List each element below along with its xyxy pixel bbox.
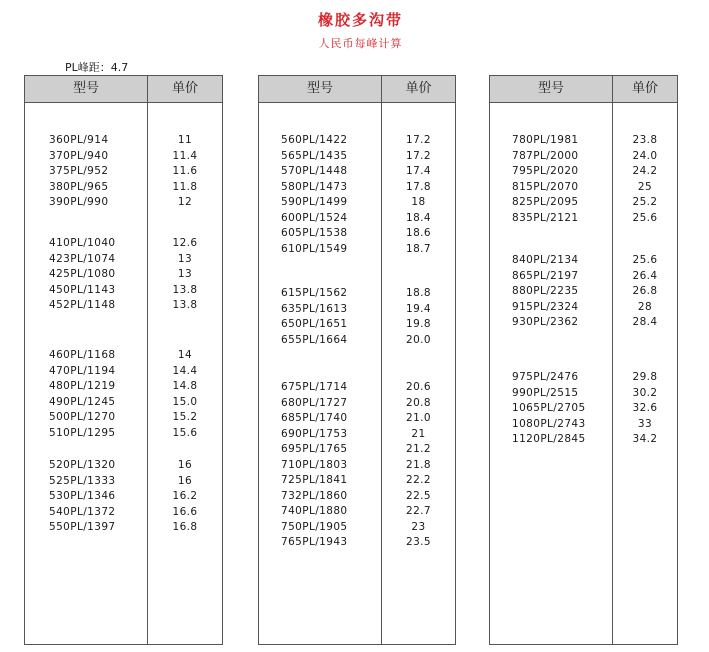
- price-cell: 22.7: [406, 505, 431, 517]
- model-cell: 865PL/2197: [512, 269, 579, 282]
- model-cell: 650PL/1651: [281, 318, 348, 330]
- model-cell: 540PL/1372: [49, 505, 116, 518]
- price-cell: 20.6: [406, 381, 431, 393]
- price-cell: 18.6: [406, 227, 431, 239]
- table-row: [490, 432, 677, 447]
- table-row: [490, 417, 677, 432]
- price-cell: 30.2: [632, 386, 658, 399]
- price-cell: 24.0: [632, 149, 658, 162]
- table-row: [25, 520, 222, 535]
- model-cell: 423PL/1074: [49, 252, 116, 265]
- model-cell: 380PL/965: [49, 180, 109, 193]
- table-row: [25, 164, 222, 179]
- price-cell: 16: [177, 459, 193, 471]
- price-cell: 25.6: [632, 254, 658, 266]
- table-row: [259, 520, 455, 535]
- price-cell: 22.5: [406, 489, 431, 502]
- model-cell: 780PL/1981: [512, 134, 579, 146]
- price-cell: 26.8: [632, 285, 658, 297]
- model-cell: 480PL/1219: [49, 380, 116, 392]
- table-row: [25, 489, 222, 504]
- model-cell: 1080PL/2743: [512, 417, 586, 430]
- table-row: [25, 267, 222, 282]
- price-cell: 15.0: [172, 395, 198, 408]
- price-cell: 17.2: [406, 134, 431, 146]
- price-cell: 21.2: [406, 443, 431, 455]
- table-row: [259, 535, 455, 550]
- model-cell: 732PL/1860: [281, 489, 348, 502]
- price-cell: 26.4: [632, 269, 658, 282]
- table-header: [259, 76, 455, 103]
- table-row: [25, 458, 222, 473]
- model-cell: 710PL/1803: [281, 458, 348, 471]
- model-cell: 815PL/2070: [512, 180, 579, 193]
- price-cell: 16.2: [172, 490, 198, 502]
- price-cell: 13: [177, 252, 193, 265]
- price-cell: 18.8: [406, 287, 431, 299]
- model-cell: 750PL/1905: [281, 520, 348, 533]
- price-cell: 29.8: [632, 371, 658, 383]
- table-row: [25, 410, 222, 425]
- header-price: 单价: [631, 81, 658, 96]
- price-cell: 28: [637, 300, 653, 313]
- price-cell: 14: [177, 349, 193, 361]
- table-row: [25, 348, 222, 363]
- model-cell: 600PL/1524: [281, 211, 348, 224]
- model-cell: 565PL/1435: [281, 149, 348, 162]
- model-cell: 675PL/1714: [281, 381, 348, 393]
- price-cell: 24.2: [632, 165, 658, 177]
- header-price: 单价: [405, 81, 432, 96]
- table-row: [25, 298, 222, 313]
- price-cell: 34.2: [632, 433, 658, 445]
- table-row: [25, 395, 222, 410]
- model-cell: 610PL/1549: [281, 242, 348, 255]
- model-cell: 390PL/990: [49, 196, 109, 208]
- table-row: [25, 426, 222, 441]
- table-row: [259, 226, 455, 241]
- page-subtitle: 人民币每峰计算: [318, 37, 403, 50]
- table-row: [490, 195, 677, 210]
- table-header: [490, 76, 677, 103]
- table-row: [490, 149, 677, 164]
- model-cell: 740PL/1880: [281, 505, 348, 517]
- table-row: [25, 474, 222, 489]
- table-row: [259, 396, 455, 411]
- price-table-2: [258, 75, 456, 645]
- table-row: [490, 370, 677, 385]
- table-row: [490, 180, 677, 195]
- price-cell: 11: [177, 134, 193, 146]
- model-cell: 490PL/1245: [49, 395, 116, 408]
- table-row: [25, 379, 222, 394]
- table-row: [259, 302, 455, 317]
- price-cell: 13.8: [172, 283, 198, 296]
- model-cell: 655PL/1664: [281, 333, 348, 346]
- model-cell: 835PL/2121: [512, 211, 579, 224]
- price-table-1: [24, 75, 223, 645]
- model-cell: 530PL/1346: [49, 490, 116, 502]
- price-cell: 12.6: [172, 237, 198, 249]
- price-cell: 16.6: [172, 505, 198, 518]
- price-cell: 21.8: [406, 458, 431, 471]
- model-cell: 1120PL/2845: [512, 433, 586, 445]
- table-row: [259, 442, 455, 457]
- price-cell: 19.8: [406, 318, 431, 330]
- price-cell: 28.4: [632, 316, 658, 328]
- price-cell: 14.4: [172, 364, 198, 377]
- model-cell: 825PL/2095: [512, 196, 579, 208]
- table-row: [259, 427, 455, 442]
- price-cell: 13: [177, 268, 193, 280]
- table-row: [259, 489, 455, 504]
- model-cell: 795PL/2020: [512, 165, 579, 177]
- price-cell: 18: [411, 196, 426, 208]
- model-cell: 765PL/1943: [281, 536, 348, 548]
- table-row: [490, 284, 677, 299]
- price-cell: 21: [411, 427, 426, 440]
- model-cell: 685PL/1740: [281, 412, 348, 424]
- price-cell: 14.8: [172, 380, 198, 392]
- table-row: [25, 283, 222, 298]
- model-cell: 525PL/1333: [49, 474, 116, 487]
- table-row: [25, 149, 222, 164]
- price-cell: 18.7: [406, 242, 431, 255]
- model-cell: 915PL/2324: [512, 300, 579, 313]
- price-cell: 11.4: [172, 149, 198, 162]
- price-cell: 25.6: [632, 211, 658, 224]
- price-cell: 16.8: [172, 521, 198, 533]
- model-cell: 880PL/2235: [512, 285, 579, 297]
- price-cell: 23.5: [406, 536, 431, 548]
- table-row: [25, 180, 222, 195]
- table-row: [259, 317, 455, 332]
- table-row: [490, 133, 677, 148]
- table-row: [490, 401, 677, 416]
- table-row: [259, 149, 455, 164]
- table-row: [259, 164, 455, 179]
- table-header: [25, 76, 222, 103]
- model-cell: 590PL/1499: [281, 196, 348, 208]
- pitch-label: PL峰距：4.7: [65, 61, 129, 74]
- model-cell: 635PL/1613: [281, 302, 348, 315]
- price-cell: 13.8: [172, 299, 198, 311]
- model-cell: 460PL/1168: [49, 349, 116, 361]
- price-cell: 19.4: [406, 302, 431, 315]
- table-row: [490, 386, 677, 401]
- model-cell: 470PL/1194: [49, 364, 116, 377]
- header-model: 型号: [72, 81, 99, 96]
- table-row: [259, 380, 455, 395]
- model-cell: 840PL/2134: [512, 254, 579, 266]
- table-row: [25, 236, 222, 251]
- model-cell: 1065PL/2705: [512, 402, 586, 414]
- model-cell: 680PL/1727: [281, 396, 348, 409]
- table-row: [259, 333, 455, 348]
- model-cell: 500PL/1270: [49, 411, 116, 423]
- price-cell: 11.6: [172, 165, 198, 177]
- model-cell: 425PL/1080: [49, 268, 116, 280]
- model-cell: 580PL/1473: [281, 180, 348, 193]
- table-row: [25, 252, 222, 267]
- table-row: [259, 504, 455, 519]
- price-cell: 16: [177, 474, 193, 487]
- model-cell: 550PL/1397: [49, 521, 116, 533]
- price-cell: 21.0: [406, 412, 431, 424]
- table-row: [259, 473, 455, 488]
- model-cell: 410PL/1040: [49, 237, 116, 249]
- model-cell: 510PL/1295: [49, 426, 116, 439]
- table-row: [259, 211, 455, 226]
- price-cell: 15.6: [172, 426, 198, 439]
- price-cell: 15.2: [172, 411, 198, 423]
- price-cell: 12: [177, 196, 193, 208]
- price-cell: 25.2: [632, 196, 658, 208]
- price-table-3: [489, 75, 678, 645]
- model-cell: 450PL/1143: [49, 283, 116, 296]
- model-cell: 520PL/1320: [49, 459, 116, 471]
- model-cell: 360PL/914: [49, 134, 109, 146]
- model-cell: 990PL/2515: [512, 386, 579, 399]
- model-cell: 975PL/2476: [512, 371, 579, 383]
- table-row: [259, 411, 455, 426]
- model-cell: 452PL/1148: [49, 299, 116, 311]
- header-price: 单价: [171, 81, 198, 96]
- table-row: [25, 133, 222, 148]
- table-row: [25, 195, 222, 210]
- table-row: [259, 242, 455, 257]
- model-cell: 560PL/1422: [281, 134, 348, 146]
- table-row: [490, 211, 677, 226]
- price-cell: 25: [637, 180, 653, 193]
- price-cell: 22.2: [406, 474, 431, 486]
- table-row: [259, 195, 455, 210]
- model-cell: 787PL/2000: [512, 149, 579, 162]
- model-cell: 930PL/2362: [512, 316, 579, 328]
- table-row: [490, 300, 677, 315]
- model-cell: 690PL/1753: [281, 427, 348, 440]
- header-model: 型号: [537, 81, 564, 96]
- model-cell: 725PL/1841: [281, 474, 348, 486]
- price-cell: 32.6: [632, 402, 658, 414]
- table-row: [490, 164, 677, 179]
- price-cell: 17.8: [406, 180, 431, 193]
- table-row: [259, 133, 455, 148]
- table-row: [490, 253, 677, 268]
- table-row: [259, 458, 455, 473]
- table-row: [490, 269, 677, 284]
- price-cell: 11.8: [172, 180, 198, 193]
- price-cell: 18.4: [406, 211, 431, 224]
- price-cell: 33: [637, 417, 653, 430]
- price-cell: 20.8: [406, 396, 431, 409]
- model-cell: 570PL/1448: [281, 165, 348, 177]
- price-cell: 20.0: [406, 333, 431, 346]
- model-cell: 695PL/1765: [281, 443, 348, 455]
- model-cell: 605PL/1538: [281, 227, 348, 239]
- page-title: 橡胶多沟带: [317, 11, 403, 29]
- header-model: 型号: [306, 81, 333, 96]
- model-cell: 615PL/1562: [281, 287, 348, 299]
- table-row: [490, 315, 677, 330]
- table-row: [259, 180, 455, 195]
- price-cell: 23: [411, 520, 426, 533]
- table-row: [25, 364, 222, 379]
- table-row: [259, 286, 455, 301]
- table-row: [25, 505, 222, 520]
- price-cell: 23.8: [632, 134, 658, 146]
- model-cell: 375PL/952: [49, 165, 109, 177]
- price-cell: 17.4: [406, 165, 431, 177]
- price-cell: 17.2: [406, 149, 431, 162]
- model-cell: 370PL/940: [49, 149, 109, 162]
